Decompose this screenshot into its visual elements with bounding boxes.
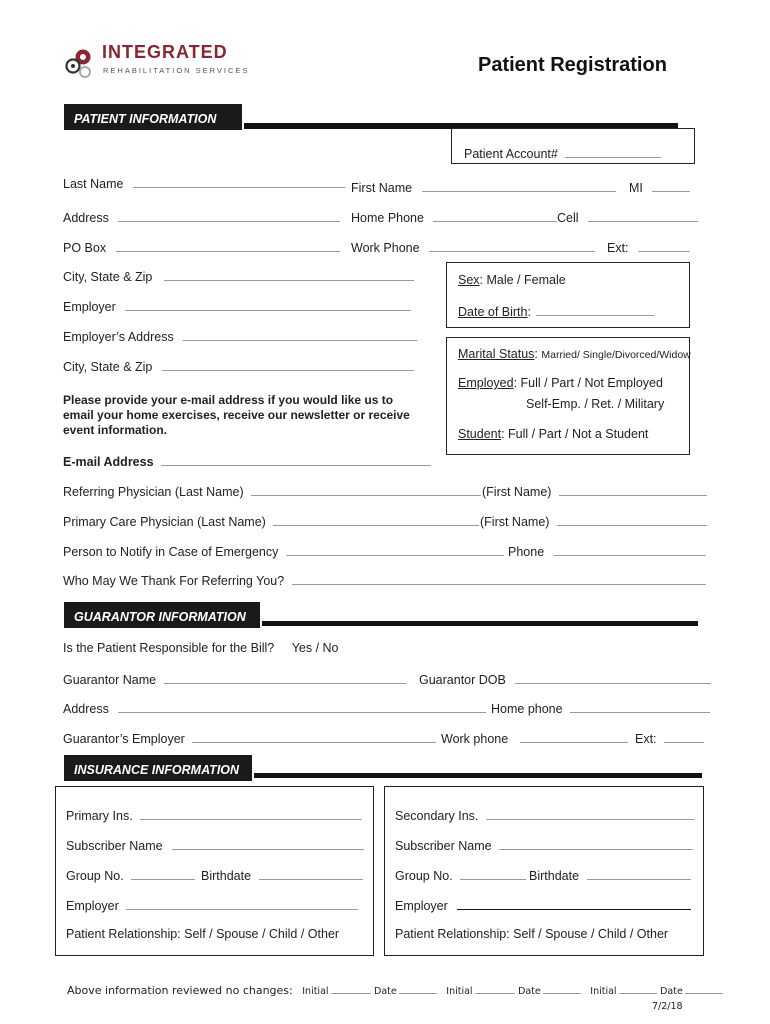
date-field-3[interactable] (685, 984, 723, 994)
date-label-3: Date (660, 986, 683, 997)
work-phone-field[interactable] (351, 239, 595, 255)
section-rule-guarantor (262, 621, 698, 626)
primary-group-label: Group No. (66, 869, 124, 883)
guarantor-name-field[interactable] (63, 671, 406, 687)
initial-field-3[interactable] (619, 984, 657, 994)
emergency-phone-field[interactable] (508, 543, 706, 559)
primary-ins-field[interactable] (66, 807, 362, 823)
date-field-1[interactable] (399, 984, 437, 994)
city-state-zip-field[interactable] (63, 268, 414, 284)
date-label-2: Date (518, 986, 541, 997)
ext-label: Ext: (607, 241, 629, 255)
first-name-label: First Name (351, 181, 413, 195)
section-rule-insurance (254, 773, 702, 778)
page-title: Patient Registration (478, 54, 667, 76)
logo-tagline: REHABILITATION SERVICES (103, 66, 250, 75)
employer-address-field[interactable] (63, 328, 417, 344)
review-footer (67, 984, 723, 997)
employer-city-field[interactable] (63, 358, 414, 374)
sex-label: Sex (458, 273, 480, 287)
email-note: Please provide your e-mail address if you would like us to email your home exercises, receive our newsletter or receive event information. (63, 393, 410, 437)
primary-birthdate-label: Birthdate (201, 869, 252, 883)
pcp-field[interactable] (63, 513, 479, 529)
guarantor-work-phone-field[interactable] (441, 730, 628, 746)
last-name-label: Last Name (63, 177, 124, 191)
home-phone-field[interactable] (351, 209, 557, 225)
primary-birthdate-field[interactable] (201, 867, 363, 883)
cell-label: Cell (557, 211, 579, 225)
email-label: E-mail Address (63, 455, 154, 469)
referring-physician-field[interactable] (63, 483, 481, 499)
secondary-birthdate-field[interactable] (529, 867, 691, 883)
po-box-field[interactable] (63, 239, 340, 255)
student-label: Student (458, 427, 502, 441)
employed-label: Employed (458, 376, 514, 390)
emergency-contact-label: Person to Notify in Case of Emergency (63, 545, 279, 559)
mi-label: MI (629, 181, 643, 195)
sex-field[interactable] (458, 273, 566, 287)
dob-field[interactable]: Date of Birth: (458, 303, 654, 319)
logo (62, 42, 250, 80)
section-tab-insurance: INSURANCE INFORMATION (64, 755, 252, 781)
ext-field[interactable] (607, 239, 690, 255)
date-field-2[interactable] (543, 984, 581, 994)
employed-options-2[interactable]: Self-Emp. / Ret. / Military (526, 397, 665, 411)
primary-ins-label: Primary Ins. (66, 809, 133, 823)
date-label-1: Date (374, 986, 397, 997)
pcp-label: Primary Care Physician (Last Name) (63, 515, 266, 529)
responsible-options: Yes / No (291, 641, 339, 655)
responsible-label: Is the Patient Responsible for the Bill? (63, 641, 275, 655)
address-field[interactable] (63, 209, 340, 225)
marital-status-field[interactable]: Marital Status: Married/ Single/Divorced/Widow (458, 347, 691, 361)
patient-account-label: Patient Account# (464, 147, 558, 161)
sex-options: : Male / Female (479, 273, 566, 287)
student-field[interactable] (458, 427, 648, 441)
secondary-subscriber-label: Subscriber Name (395, 839, 492, 853)
employer-city-label: City, State & Zip (63, 360, 153, 374)
mi-field[interactable] (629, 179, 690, 195)
review-footer-label: Above information reviewed no changes: (67, 984, 293, 997)
first-name-field[interactable] (351, 179, 616, 195)
city-state-zip-label: City, State & Zip (63, 270, 153, 284)
section-tab-guarantor: GUARANTOR INFORMATION (64, 602, 260, 628)
employed-options: : Full / Part / Not Employed (513, 376, 663, 390)
logo-name: INTEGRATED (102, 42, 228, 62)
responsible-field[interactable] (63, 641, 339, 655)
guarantor-home-phone-field[interactable] (491, 700, 710, 716)
primary-subscriber-label: Subscriber Name (66, 839, 163, 853)
secondary-ins-label: Secondary Ins. (395, 809, 479, 823)
guarantor-employer-label: Guarantor’s Employer (63, 732, 185, 746)
guarantor-home-phone-label: Home phone (491, 702, 563, 716)
guarantor-address-label: Address (63, 702, 109, 716)
work-phone-label: Work Phone (351, 241, 420, 255)
initial-field-1[interactable] (331, 984, 371, 994)
referring-first-label: (First Name) (482, 485, 552, 499)
initial-label-2: Initial (446, 986, 473, 997)
initial-label-3: Initial (590, 986, 617, 997)
referring-physician-label: Referring Physician (Last Name) (63, 485, 244, 499)
emergency-phone-label: Phone (508, 545, 545, 559)
logo-mark-icon (62, 46, 96, 80)
primary-employer-field[interactable] (66, 897, 358, 913)
employer-label: Employer (63, 300, 116, 314)
secondary-employer-field[interactable] (395, 897, 691, 913)
referring-first-field[interactable] (482, 483, 707, 499)
secondary-relationship-field[interactable]: Patient Relationship: Self / Spouse / Child / Other (395, 927, 669, 941)
home-phone-label: Home Phone (351, 211, 424, 225)
guarantor-address-field[interactable] (63, 700, 486, 716)
last-name-field[interactable] (63, 175, 345, 191)
pcp-first-field[interactable] (480, 513, 707, 529)
secondary-subscriber-field[interactable] (395, 837, 693, 853)
student-options: : Full / Part / Not a Student (501, 427, 649, 441)
employer-address-label: Employer’s Address (63, 330, 174, 344)
secondary-group-field[interactable] (395, 867, 526, 883)
guarantor-dob-label: Guarantor DOB (419, 673, 506, 687)
email-field[interactable] (63, 453, 431, 469)
employer-field[interactable] (63, 298, 411, 314)
primary-group-field[interactable] (66, 867, 195, 883)
referral-thanks-field[interactable] (63, 572, 706, 588)
primary-subscriber-field[interactable] (66, 837, 364, 853)
secondary-group-label: Group No. (395, 869, 453, 883)
secondary-ins-field[interactable] (395, 807, 694, 823)
patient-account-field[interactable] (464, 145, 661, 161)
initial-label-1: Initial (302, 986, 329, 997)
cell-field[interactable] (557, 209, 698, 225)
guarantor-employer-field[interactable] (63, 730, 436, 746)
referral-thanks-label: Who May We Thank For Referring You? (63, 574, 285, 588)
marital-options: Married/ Single/Divorced/Widow (541, 349, 691, 361)
primary-relationship-field[interactable]: Patient Relationship: Self / Spouse / Child / Other (66, 927, 340, 941)
guarantor-dob-field[interactable] (419, 671, 711, 687)
initial-field-2[interactable] (475, 984, 515, 994)
secondary-birthdate-label: Birthdate (529, 869, 580, 883)
guarantor-ext-label: Ext: (635, 732, 657, 746)
primary-employer-label: Employer (66, 899, 119, 913)
employed-field[interactable] (458, 376, 663, 390)
guarantor-name-label: Guarantor Name (63, 673, 157, 687)
marital-status-label: Marital Status (458, 347, 535, 361)
secondary-employer-label: Employer (395, 899, 448, 913)
version-date: 7/2/18 (652, 1001, 683, 1012)
guarantor-ext-field[interactable] (635, 730, 704, 746)
section-tab-patient: PATIENT INFORMATION (64, 104, 242, 130)
guarantor-work-phone-label: Work phone (441, 732, 509, 746)
address-label: Address (63, 211, 109, 225)
pcp-first-label: (First Name) (480, 515, 550, 529)
emergency-contact-field[interactable] (63, 543, 504, 559)
dob-label: Date of Birth (458, 305, 528, 319)
po-box-label: PO Box (63, 241, 107, 255)
